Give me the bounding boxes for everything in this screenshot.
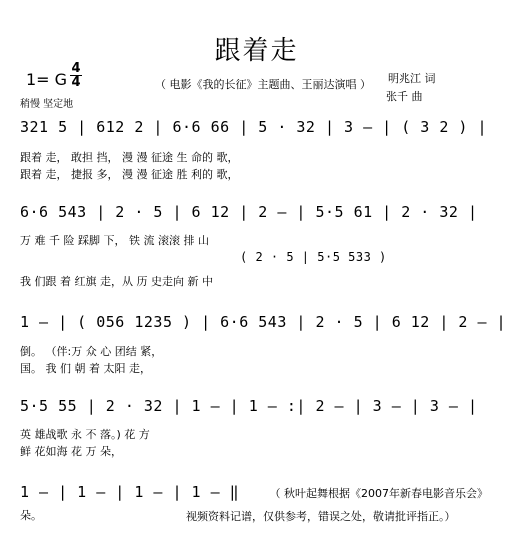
transcription-note-line-2: 视频资料记谱，仅供参考，错误之处，敬请批评指正。）	[186, 510, 456, 523]
lyrics-line-2-verse-1: 万 难 千 险 踩脚 下， 铁 流 滚滚 排 山	[20, 234, 209, 247]
lyrics-line-1-verse-2: 跟着 走， 捷报 多， 漫 漫 征途 胜 利的 歌，	[20, 168, 239, 181]
lyrics-line-4-verse-1: 英 雄战歌 永 不 落。) 花 方	[20, 428, 150, 441]
lyricist-credit: 明兆江 词	[388, 72, 436, 85]
composer-credit: 张千 曲	[386, 90, 423, 103]
time-signature-bottom: 4	[71, 75, 81, 90]
score-line-1: 321 5 | 612 2 | 6·6 66 | 5 · 32 | 3 – | ( 3 2 ) |	[20, 118, 488, 136]
time-signature	[70, 62, 82, 89]
subtitle: （ 电影《我的长征》主题曲、王丽达演唱 ）	[155, 78, 371, 91]
lyrics-line-1-verse-1: 跟着 走， 敢担 挡， 漫 漫 征途 生 命的 歌，	[20, 151, 239, 164]
lyrics-line-2-verse-2: 我 们跟 着 红旗 走，从 历 史走向 新 中	[20, 275, 213, 288]
lyrics-line-3-verse-1: 倒。 （伴:万 众 心 团结 紧，	[20, 345, 163, 358]
time-signature-top: 4	[71, 61, 81, 76]
score-line-3: 1 – | ( 056 1235 ) | 6·6 543 | 2 · 5 | 6 12 | 2 – |	[20, 313, 507, 331]
page-title: 跟着走	[214, 36, 299, 66]
score-line-2: 6·6 543 | 2 · 5 | 6 12 | 2 – | 5·5 61 | 2 · 32 |	[20, 203, 478, 221]
lyrics-line-5: 朵。	[20, 509, 42, 522]
key-signature: 1= G	[26, 70, 68, 89]
lyrics-line-4-verse-2: 鲜 花如海 花 万 朵，	[20, 445, 122, 458]
lyrics-line-3-verse-2: 国。 我 们 朝 着 太阳 走，	[20, 362, 151, 375]
score-line-5: 1 – | 1 – | 1 – | 1 – ‖	[20, 483, 240, 501]
tempo-marking: 稍慢 坚定地	[20, 99, 74, 110]
score-line-2-aux: ( 2 · 5 | 5·5 533 )	[240, 250, 387, 264]
transcription-note-line-1: （ 秋叶起舞根据《2007年新春电影音乐会》	[269, 487, 488, 500]
score-line-4: 5·5 55 | 2 · 32 | 1 – | 1 – :| 2 – | 3 – | 3 – |	[20, 397, 478, 415]
